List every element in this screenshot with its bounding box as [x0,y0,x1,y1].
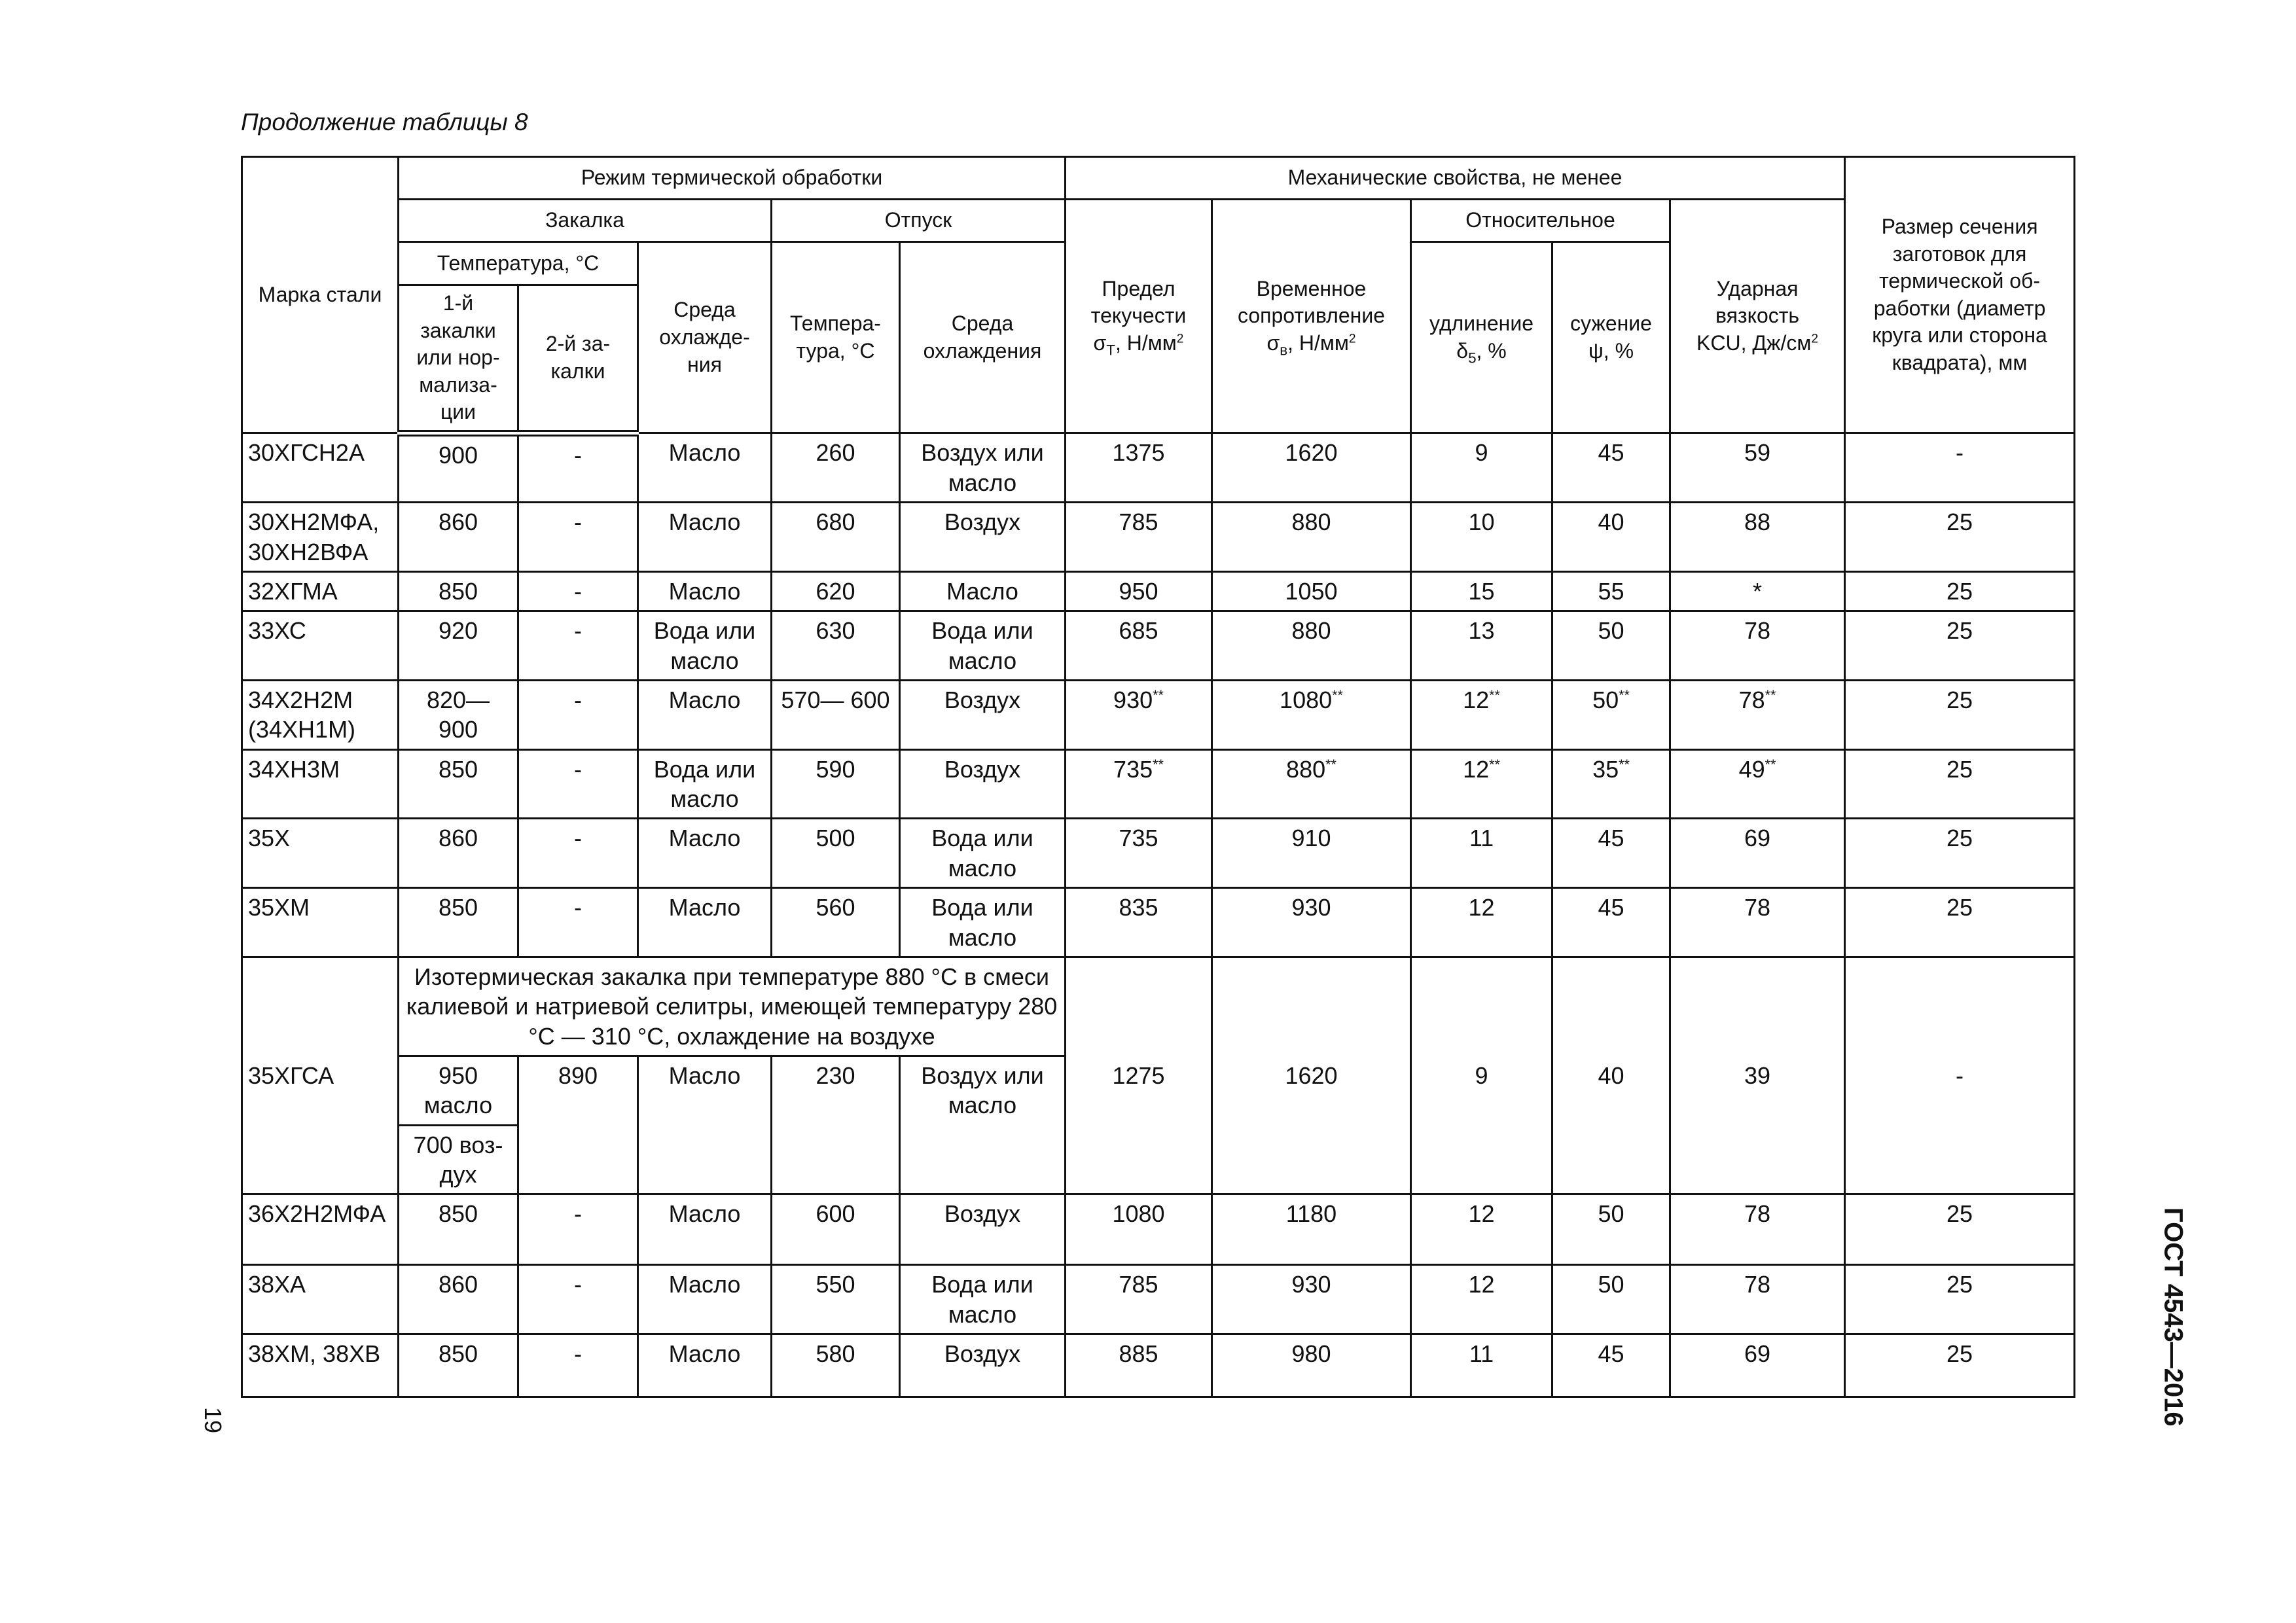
header-first-quench: 1-й закалки или нор-мализа-ции [399,285,518,433]
standard-code: ГОСТ 4543—2016 [2159,1207,2188,1427]
cell-second-quench: - [518,503,638,572]
table-row [242,819,2075,888]
cell-grade: 33ХС [242,611,399,681]
cell-reduction: 40 [1552,957,1670,1194]
cell-grade: 32ХГМА [242,571,399,611]
cell-yield: 950 [1066,571,1212,611]
cell-reduction: 45 [1552,819,1670,888]
cell-temper-temperature: 620 [772,571,900,611]
cell-grade: 34ХН3М [242,749,399,819]
table-body [242,433,2075,1397]
cell-first-quench: 950 масло [399,1056,518,1125]
header-temper-medium: Среда охлаждения [900,242,1066,433]
header-relative: Относительное [1411,200,1670,242]
cell-temper-medium: Воздух [900,1334,1066,1397]
cell-second-quench: - [518,433,638,503]
cell-tensile: 1620 [1212,957,1411,1194]
table-row [242,888,2075,957]
cell-quench-medium: Масло [638,888,772,957]
cell-yield: 785 [1066,503,1212,572]
table-row [242,503,2075,572]
table-row [242,433,2075,503]
cell-grade: 38ХМ, 38ХВ [242,1334,399,1397]
table-header [242,157,2075,433]
cell-size: 25 [1845,1194,2075,1265]
table-caption: Продолжение таблицы 8 [241,109,528,135]
header-mechanical: Механические свойства, не менее [1066,157,1845,200]
cell-elongation: 12** [1411,749,1552,819]
cell-temper-medium: Воздух [900,680,1066,749]
cell-grade: 30ХН2МФА, 30ХН2ВФА [242,503,399,572]
cell-temper-medium: Масло [900,571,1066,611]
cell-elongation: 9 [1411,433,1552,503]
table-row [242,680,2075,749]
cell-yield: 930** [1066,680,1212,749]
cell-size: 25 [1845,571,2075,611]
cell-impact: 69 [1670,819,1845,888]
cell-reduction: 45 [1552,433,1670,503]
cell-quench-medium: Масло [638,819,772,888]
header-reduction: сужение ψ, % [1552,242,1670,433]
cell-reduction: 50 [1552,1265,1670,1334]
cell-impact: 78 [1670,888,1845,957]
cell-tensile: 880 [1212,503,1411,572]
cell-second-quench: - [518,1334,638,1397]
cell-temper-temperature: 570— 600 [772,680,900,749]
cell-tensile: 1620 [1212,433,1411,503]
cell-temper-medium: Воздух [900,749,1066,819]
cell-impact: 78 [1670,1265,1845,1334]
cell-elongation: 12 [1411,888,1552,957]
cell-second-quench: - [518,1265,638,1334]
cell-size: 25 [1845,1265,2075,1334]
cell-first-quench: 920 [399,611,518,681]
cell-first-quench: 860 [399,819,518,888]
cell-quench-medium: Масло [638,1194,772,1265]
cell-second-quench: - [518,611,638,681]
cell-size: 25 [1845,503,2075,572]
cell-first-quench: 860 [399,503,518,572]
cell-reduction: 55 [1552,571,1670,611]
table-row [242,749,2075,819]
cell-temper-temperature: 500 [772,819,900,888]
cell-temper-temperature: 560 [772,888,900,957]
cell-quench-medium: Масло [638,503,772,572]
cell-yield: 685 [1066,611,1212,681]
cell-first-quench: 850 [399,1194,518,1265]
cell-impact: 78** [1670,680,1845,749]
cell-tensile: 930 [1212,1265,1411,1334]
cell-temper-temperature: 550 [772,1265,900,1334]
cell-quench-medium: Масло [638,433,772,503]
cell-size: 25 [1845,611,2075,681]
cell-quench-medium: Масло [638,680,772,749]
header-temperature: Температура, °С [399,242,638,285]
cell-reduction: 50 [1552,1194,1670,1265]
cell-tensile: 1180 [1212,1194,1411,1265]
page-number: 19 [200,1407,226,1434]
cell-tensile: 880 [1212,611,1411,681]
cell-impact: 59 [1670,433,1845,503]
steel-properties-table [241,156,2075,1398]
header-elongation: удлинение $\delta_5$, % [1411,242,1552,433]
cell-grade: 35ХГСА [242,957,399,1194]
cell-grade: 34Х2Н2М (34ХН1М) [242,680,399,749]
cell-size: - [1845,433,2075,503]
cell-temper-medium: Вода или масло [900,819,1066,888]
cell-first-quench: 820— 900 [399,680,518,749]
cell-isothermal-note: Изотермическая закалка при температуре 880 °С в смеси калиевой и натриевой селитры, имеющей температуру 280 °С — 310 °С, охлаждение на воздухе [399,957,1066,1056]
header-section-size: Размер сечения заготовок для термической об-работки (диаметр круга или сторона квадрата), мм [1845,157,2075,433]
cell-first-quench: 850 [399,749,518,819]
cell-elongation: 11 [1411,1334,1552,1397]
cell-reduction: 40 [1552,503,1670,572]
cell-grade: 30ХГСН2А [242,433,399,503]
table-row [242,571,2075,611]
header-heat-treatment: Режим термической обработки [399,157,1066,200]
cell-elongation: 11 [1411,819,1552,888]
cell-tensile: 1050 [1212,571,1411,611]
header-yield-strength: Предел текучести $\sigma_Т$, $Н/мм^2$ [1066,200,1212,433]
header-quench-medium: Среда охлажде-ния [638,242,772,433]
cell-size: 25 [1845,888,2075,957]
cell-temper-temperature: 580 [772,1334,900,1397]
cell-quench-medium: Масло [638,1334,772,1397]
cell-yield: 1375 [1066,433,1212,503]
cell-yield: 885 [1066,1334,1212,1397]
header-tensile-strength: Временное сопротивление $\sigma_в$, $Н/мм^2$ [1212,200,1411,433]
cell-impact: 39 [1670,957,1845,1194]
cell-grade: 35ХМ [242,888,399,957]
cell-temper-temperature: 600 [772,1194,900,1265]
cell-yield: 1275 [1066,957,1212,1194]
cell-second-quench: - [518,571,638,611]
cell-tensile: 980 [1212,1334,1411,1397]
cell-tensile: 910 [1212,819,1411,888]
cell-second-quench: - [518,680,638,749]
header-temper-temperature: Темпера-тура, °С [772,242,900,433]
cell-second-quench: - [518,819,638,888]
cell-temper-temperature: 260 [772,433,900,503]
cell-elongation: 12 [1411,1194,1552,1265]
cell-size: 25 [1845,680,2075,749]
cell-impact: 78 [1670,611,1845,681]
cell-tensile: 880** [1212,749,1411,819]
cell-yield: 835 [1066,888,1212,957]
cell-temper-temperature: 590 [772,749,900,819]
cell-first-quench: 850 [399,888,518,957]
cell-reduction: 35** [1552,749,1670,819]
cell-quench-medium: Масло [638,1265,772,1334]
cell-quench-medium: Вода или масло [638,749,772,819]
cell-size: - [1845,957,2075,1194]
cell-yield: 785 [1066,1265,1212,1334]
cell-elongation: 15 [1411,571,1552,611]
cell-temper-temperature: 680 [772,503,900,572]
cell-impact: 49** [1670,749,1845,819]
cell-temper-temperature: 230 [772,1056,900,1194]
cell-reduction: 45 [1552,888,1670,957]
cell-temper-medium: Воздух [900,1194,1066,1265]
cell-elongation: 12 [1411,1265,1552,1334]
cell-yield: 735** [1066,749,1212,819]
cell-second-quench: 890 [518,1056,638,1194]
cell-tensile: 1080** [1212,680,1411,749]
table-row [242,1194,2075,1265]
cell-yield: 735 [1066,819,1212,888]
cell-temper-medium: Вода или масло [900,888,1066,957]
cell-temper-temperature: 630 [772,611,900,681]
cell-size: 25 [1845,749,2075,819]
table-row [242,1334,2075,1397]
header-second-quench: 2-й за-калки [518,285,638,433]
cell-first-quench: 900 [399,433,518,503]
cell-temper-medium: Вода или масло [900,1265,1066,1334]
cell-second-quench: - [518,749,638,819]
cell-temper-medium: Вода или масло [900,611,1066,681]
cell-impact: 88 [1670,503,1845,572]
cell-temper-medium: Воздух или масло [900,433,1066,503]
cell-reduction: 50** [1552,680,1670,749]
cell-temper-medium: Воздух или масло [900,1056,1066,1194]
cell-reduction: 45 [1552,1334,1670,1397]
cell-impact: * [1670,571,1845,611]
header-grade: Марка стали [242,157,399,433]
cell-elongation: 10 [1411,503,1552,572]
cell-impact: 78 [1670,1194,1845,1265]
cell-impact: 69 [1670,1334,1845,1397]
cell-second-quench: - [518,888,638,957]
cell-first-quench: 860 [399,1265,518,1334]
cell-quench-medium: Вода или масло [638,611,772,681]
cell-elongation: 9 [1411,957,1552,1194]
cell-first-quench: 850 [399,571,518,611]
table-row [242,611,2075,681]
cell-grade: 35Х [242,819,399,888]
header-impact-strength: Ударная вязкость KCU, $Дж/см^2$ [1670,200,1845,433]
cell-elongation: 12** [1411,680,1552,749]
cell-first-quench: 850 [399,1334,518,1397]
cell-size: 25 [1845,1334,2075,1397]
table-row [242,957,2075,1056]
cell-second-quench: - [518,1194,638,1265]
cell-grade: 36Х2Н2МФА [242,1194,399,1265]
cell-tensile: 930 [1212,888,1411,957]
cell-elongation: 13 [1411,611,1552,681]
header-quench: Закалка [399,200,772,242]
table-row [242,1265,2075,1334]
cell-temper-medium: Воздух [900,503,1066,572]
cell-size: 25 [1845,819,2075,888]
cell-quench-medium: Масло [638,1056,772,1194]
cell-quench-medium: Масло [638,571,772,611]
cell-normalization-air: 700 воз-дух [399,1125,518,1194]
cell-yield: 1080 [1066,1194,1212,1265]
header-temper: Отпуск [772,200,1066,242]
cell-grade: 38ХА [242,1265,399,1334]
cell-reduction: 50 [1552,611,1670,681]
